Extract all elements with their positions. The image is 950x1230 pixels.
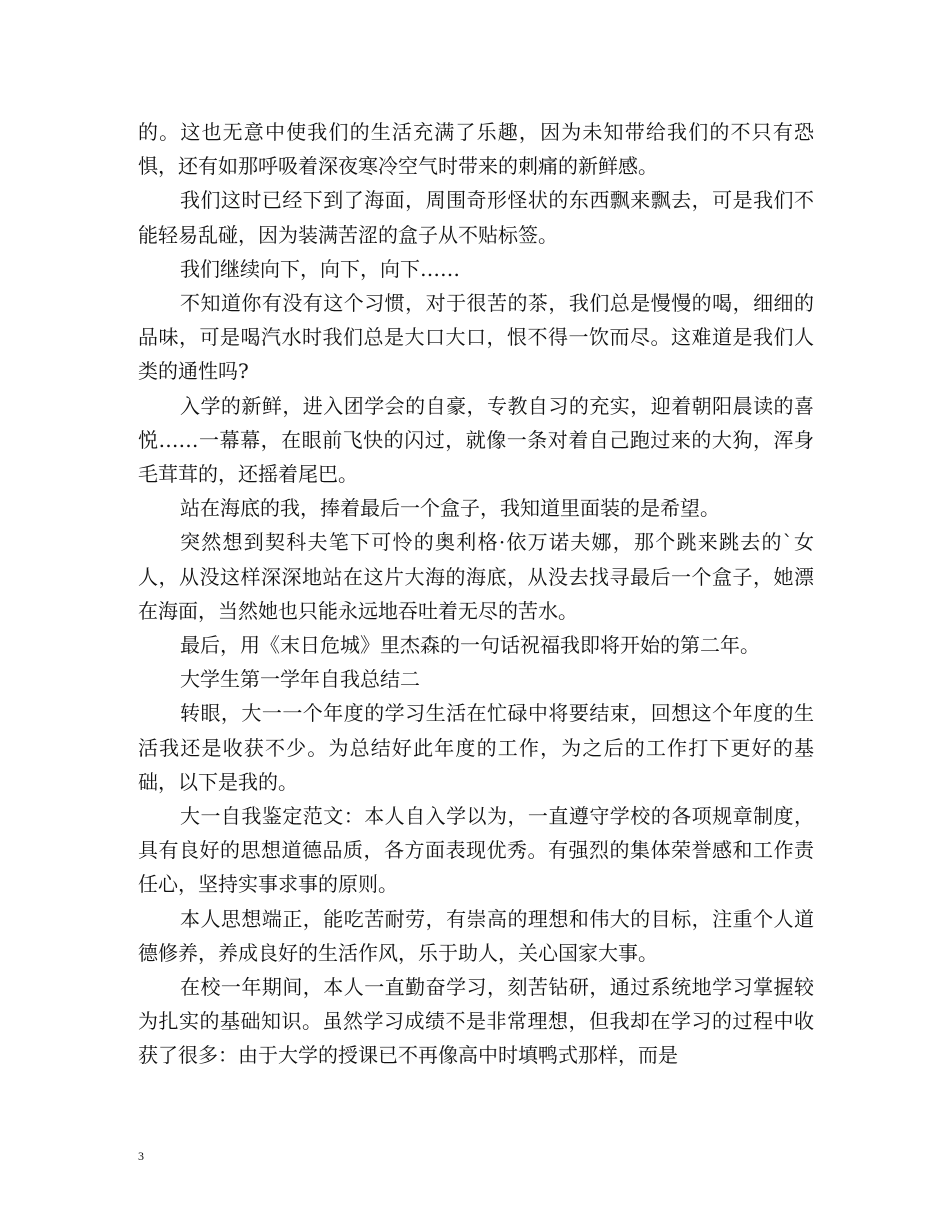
- paragraph: 入学的新鲜，进入团学会的自豪，专教自习的充实，迎着朝阳晨读的喜悦……一幕幕，在眼前飞快的闪过，就像一条对着自己跑过来的大狗，浑身毛茸茸的，还摇着尾巴。: [138, 393, 814, 487]
- paragraph: 大一自我鉴定范文：本人自入学以为，一直遵守学校的各项规章制度，具有良好的思想道德品质，各方面表现优秀。有强烈的集体荣誉感和工作责任心，坚持实事求事的原则。: [138, 804, 814, 897]
- page-number: 3: [138, 1149, 144, 1163]
- paragraph: 的。这也无意中使我们的生活充满了乐趣，因为未知带给我们的不只有恐惧，还有如那呼吸着深夜寒冷空气时带来的刺痛的新鲜感。: [138, 120, 814, 179]
- paragraph: 我们这时已经下到了海面，周围奇形怪状的东西飘来飘去，可是我们不能轻易乱碰，因为装满苦涩的盒子从不贴标签。: [138, 188, 814, 247]
- paragraph: 突然想到契科夫笔下可怜的奥利格·依万诺夫娜，那个跳来跳去的`女人，从没这样深深地站在这片大海的海底，从没去找寻最后一个盒子，她漂在海面，当然她也只能永远地吞吐着无尽的苦水。: [138, 530, 814, 623]
- body-text: [138, 115, 814, 1073]
- paragraph: 本人思想端正，能吃苦耐劳，有崇高的理想和伟大的目标，注重个人道德修养，养成良好的生活作风，乐于助人，关心国家大事。: [138, 906, 814, 965]
- paragraph: 最后，用《末日危城》里杰森的一句话祝福我即将开始的第二年。: [180, 633, 760, 658]
- paragraph: 站在海底的我，捧着最后一个盒子，我知道里面装的是希望。: [180, 496, 720, 521]
- paragraph: 大学生第一学年自我总结二: [180, 667, 420, 692]
- paragraph: 转眼，大一一个年度的学习生活在忙碌中将要结束，回想这个年度的生活我还是收获不少。为总结好此年度的工作，为之后的工作打下更好的基础，以下是我的。: [138, 701, 814, 794]
- paragraph: 在校一年期间，本人一直勤奋学习，刻苦钻研，通过系统地学习掌握较为扎实的基础知识。虽然学习成绩不是非常理想，但我却在学习的过程中收获了很多：由于大学的授课已不再像高中时填鸭式那样，而是: [138, 975, 814, 1068]
- paragraph: 不知道你有没有这个习惯，对于很苦的茶，我们总是慢慢的喝，细细的品味，可是喝汽水时我们总是大口大口，恨不得一饮而尽。这难道是我们人类的通性吗?: [138, 291, 814, 384]
- paragraph: 我们继续向下，向下，向下……: [180, 256, 460, 281]
